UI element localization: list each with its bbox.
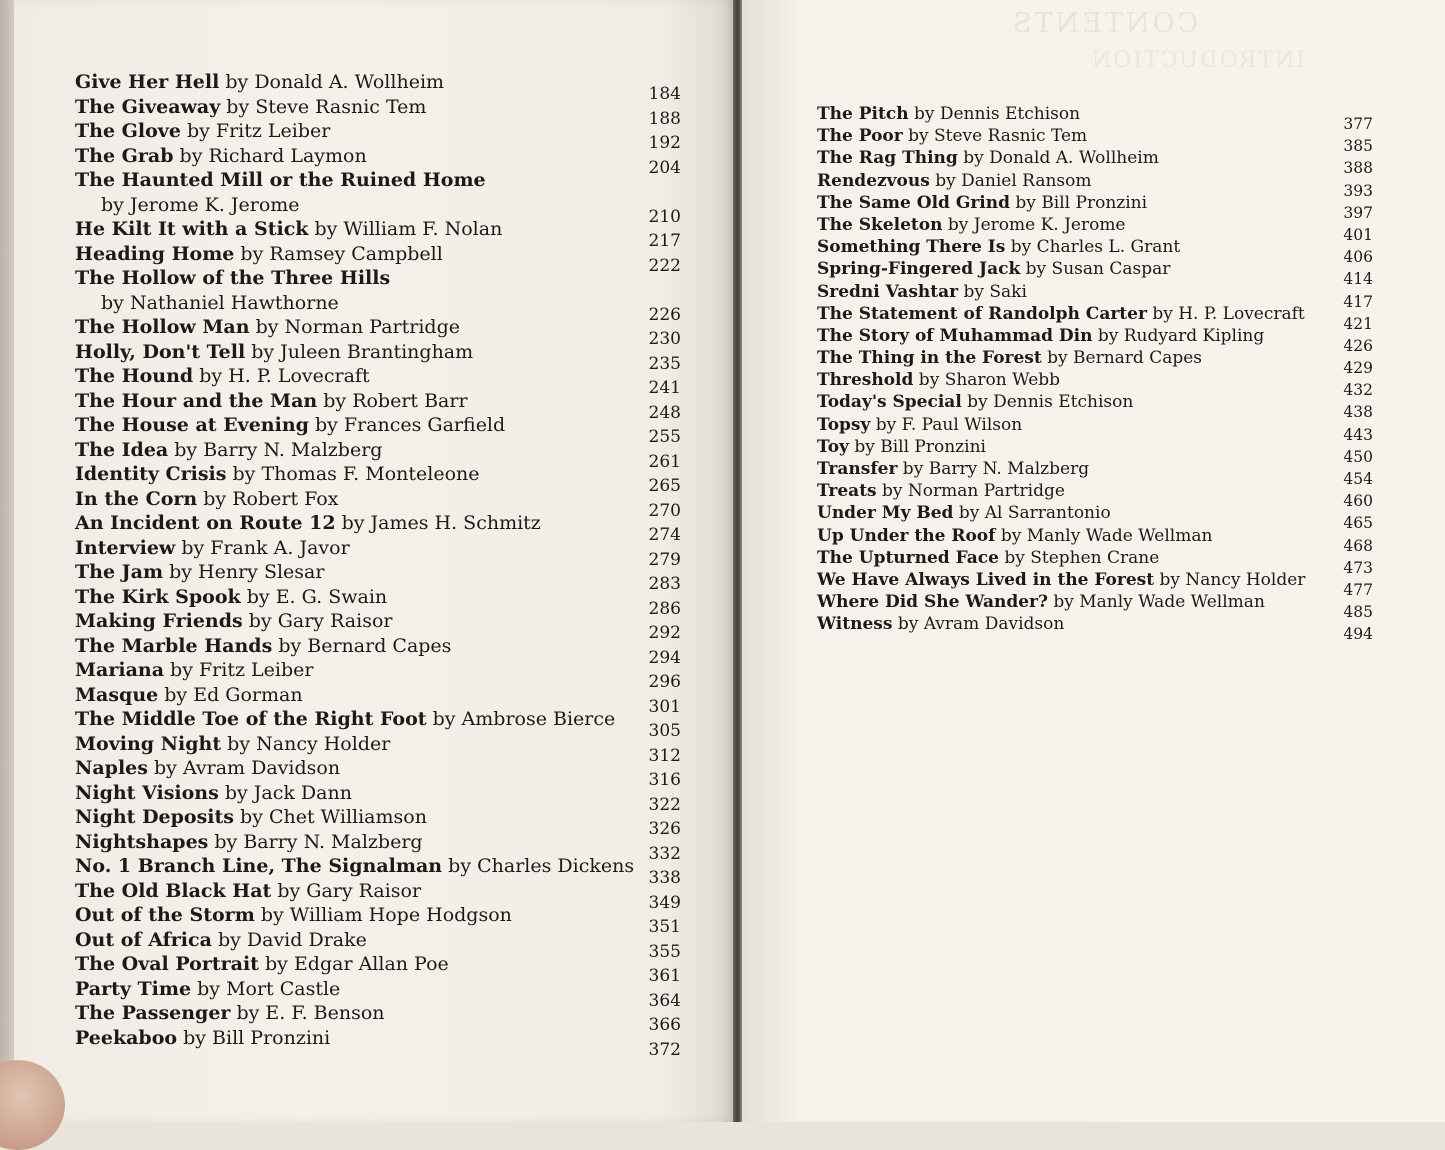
toc-entry xyxy=(75,658,681,692)
toc-entry xyxy=(75,462,681,496)
page-number: 226 xyxy=(648,304,681,325)
toc-entry xyxy=(817,613,1373,644)
story-title: The Haunted Mill or the Ruined Home xyxy=(75,169,486,191)
story-author: by Norman Partridge xyxy=(877,481,1065,501)
page-number: 450 xyxy=(1343,447,1373,466)
toc-entry xyxy=(817,170,1373,200)
story-author: by Fritz Leiber xyxy=(181,120,330,142)
page-number: 443 xyxy=(1343,425,1373,444)
page-number: 270 xyxy=(648,500,681,521)
toc-entry xyxy=(75,1026,681,1060)
toc-entry xyxy=(817,547,1373,577)
toc-entry xyxy=(75,977,681,1011)
toc-list-left xyxy=(75,70,681,1060)
story-title: Something There Is xyxy=(817,237,1006,258)
toc-entry xyxy=(817,192,1373,222)
story-title: The Glove xyxy=(75,120,181,142)
page-number: 283 xyxy=(648,574,681,594)
toc-entry xyxy=(75,413,681,447)
story-author: by Bernard Capes xyxy=(1042,348,1202,368)
story-author: by Rudyard Kipling xyxy=(1092,326,1264,346)
story-title: The Oval Portrait xyxy=(75,953,259,975)
story-author: by William Hope Hodgson xyxy=(255,904,512,926)
toc-entry xyxy=(75,1001,681,1035)
toc-entry xyxy=(817,591,1373,622)
page-number: 377 xyxy=(1343,115,1373,133)
story-title: The Same Old Grind xyxy=(817,192,1011,213)
page-number: 351 xyxy=(648,917,681,937)
page-number: 355 xyxy=(648,941,681,962)
page-number: 274 xyxy=(648,525,681,545)
toc-entry xyxy=(817,347,1373,378)
story-author: by Manly Wade Wellman xyxy=(995,526,1212,546)
toc-entry xyxy=(75,217,681,251)
toc-entry xyxy=(75,70,681,104)
toc-entry xyxy=(75,438,681,472)
story-author: by E. G. Swain xyxy=(241,586,387,608)
story-title: Give Her Hell xyxy=(75,71,220,93)
page-number: 222 xyxy=(648,255,681,276)
story-title: Treats xyxy=(817,481,877,502)
story-author: by Saki xyxy=(958,282,1027,302)
toc-entry xyxy=(817,125,1373,156)
story-title: Night Visions xyxy=(75,781,219,804)
story-title: Masque xyxy=(75,683,159,706)
story-author: by Susan Caspar xyxy=(1020,259,1170,279)
page-number: 477 xyxy=(1343,580,1373,599)
page-number: 414 xyxy=(1343,270,1373,289)
page-number: 468 xyxy=(1343,536,1373,555)
toc-entry xyxy=(75,830,681,864)
toc-entry xyxy=(75,609,681,643)
toc-entry xyxy=(75,732,681,766)
toc-entry xyxy=(75,291,681,325)
toc-entry xyxy=(75,952,681,986)
page-number: 241 xyxy=(648,378,681,398)
story-author: by Bill Pronzini xyxy=(177,1027,330,1049)
page-number: 429 xyxy=(1343,359,1373,378)
story-author: by Fritz Leiber xyxy=(164,659,313,681)
toc-entry xyxy=(75,511,681,545)
toc-entry xyxy=(817,502,1373,533)
story-title: Making Friends xyxy=(75,610,243,632)
story-title: The Passenger xyxy=(75,1002,231,1024)
story-author: by Sharon Webb xyxy=(913,370,1060,390)
story-author: by Thomas F. Monteleone xyxy=(226,463,479,485)
story-author: by Robert Barr xyxy=(317,390,467,412)
page-number: 349 xyxy=(648,892,681,913)
page-number: 217 xyxy=(648,231,681,251)
story-title: Nightshapes xyxy=(75,830,209,853)
story-title: The Upturned Face xyxy=(817,547,999,568)
toc-entry xyxy=(75,756,681,790)
story-title: Out of the Storm xyxy=(75,904,255,926)
story-author: by Charles L. Grant xyxy=(1005,237,1180,257)
toc-entry xyxy=(817,458,1373,488)
page-number: 210 xyxy=(648,206,681,227)
story-author: by Dennis Etchison xyxy=(909,104,1081,124)
toc-entry xyxy=(817,147,1373,178)
story-title: The Old Black Hat xyxy=(75,879,272,902)
story-author: by Donald A. Wollheim xyxy=(219,71,444,93)
page-number: 417 xyxy=(1343,292,1373,311)
toc-entry xyxy=(75,144,681,178)
story-title: The Skeleton xyxy=(817,214,943,235)
toc-entry xyxy=(75,683,681,717)
page-number: 255 xyxy=(648,427,681,447)
page-number: 332 xyxy=(648,843,681,864)
story-author: by Mort Castle xyxy=(191,978,340,1000)
story-author: by Frank A. Javor xyxy=(175,537,349,559)
story-title: The Jam xyxy=(75,561,164,583)
story-author: by Ed Gorman xyxy=(158,684,302,706)
page-number: 312 xyxy=(648,745,681,766)
story-title: Threshold xyxy=(817,370,914,391)
story-title: Night Deposits xyxy=(75,806,234,828)
story-title: The Hound xyxy=(75,365,194,387)
story-author: by E. F. Benson xyxy=(230,1002,384,1024)
story-author: Jerome K. Jerome xyxy=(129,193,300,216)
story-title: Topsy xyxy=(817,414,871,435)
story-title: Holly, Don't Tell xyxy=(75,340,246,363)
story-title: Witness xyxy=(817,614,893,635)
story-author: by Barry N. Malzberg xyxy=(897,459,1089,479)
story-title: Moving Night xyxy=(75,732,222,755)
story-title: The Thing in the Forest xyxy=(817,348,1042,369)
page-number: 426 xyxy=(1343,336,1373,355)
toc-entry xyxy=(75,119,681,153)
story-title: The Statement of Randolph Carter xyxy=(817,303,1147,324)
story-title: The Middle Toe of the Right Foot xyxy=(75,708,427,730)
story-title: Transfer xyxy=(817,459,898,479)
page-number: 388 xyxy=(1343,159,1373,178)
page-number: 338 xyxy=(648,868,681,888)
page-number: 397 xyxy=(1343,203,1373,222)
story-author: by Manly Wade Wellman xyxy=(1048,592,1265,612)
story-title: The Poor xyxy=(817,126,903,147)
toc-entry xyxy=(75,585,681,619)
toc-entry xyxy=(817,480,1373,511)
toc-entry xyxy=(817,103,1373,133)
story-author: by Steve Rasnic Tem xyxy=(903,126,1087,146)
page-number: 261 xyxy=(648,451,681,472)
toc-entry xyxy=(817,525,1373,555)
story-author: by Steve Rasnic Tem xyxy=(220,96,426,118)
story-title: The Story of Muhammad Din xyxy=(817,325,1093,346)
story-author: by Ramsey Campbell xyxy=(234,243,442,265)
page-number: 438 xyxy=(1343,403,1373,422)
page-number: 485 xyxy=(1343,603,1373,622)
story-title: We Have Always Lived in the Forest xyxy=(817,569,1155,590)
page-number: 432 xyxy=(1343,381,1373,400)
story-title: Naples xyxy=(75,757,148,779)
story-title: Interview xyxy=(75,536,176,559)
page-number: 316 xyxy=(648,770,681,790)
story-title: The Hollow of the Three Hills xyxy=(75,267,391,289)
toc-entry xyxy=(75,193,681,227)
story-author: by Bill Pronzini xyxy=(849,437,986,457)
toc-entry xyxy=(817,436,1373,466)
story-author: by Henry Slesar xyxy=(163,561,324,583)
toc-entry xyxy=(75,854,681,888)
story-title: Sredni Vashtar xyxy=(817,281,959,302)
page-number: 248 xyxy=(648,402,681,423)
page-number: 372 xyxy=(648,1039,681,1060)
story-author: by Donald A. Wollheim xyxy=(958,148,1159,168)
story-author: by Jack Dann xyxy=(219,782,352,804)
story-title: The Hour and the Man xyxy=(75,389,318,412)
story-author: by Juleen Brantingham xyxy=(245,341,473,363)
story-title: Mariana xyxy=(75,659,165,681)
toc-entry xyxy=(75,364,681,398)
story-author: by Bill Pronzini xyxy=(1010,193,1147,213)
story-title: The Kirk Spook xyxy=(75,585,241,608)
page-number: 421 xyxy=(1343,314,1373,333)
story-title: Heading Home xyxy=(75,242,235,265)
story-author: by Daniel Ransom xyxy=(930,171,1092,191)
story-author: by Ambrose Bierce xyxy=(427,708,616,730)
story-author: by H. P. Lovecraft xyxy=(193,365,369,387)
story-author: by Avram Davidson xyxy=(148,757,340,779)
page-number: 385 xyxy=(1343,137,1373,156)
page-number: 406 xyxy=(1343,248,1373,267)
toc-entry xyxy=(75,903,681,937)
story-title: He Kilt It with a Stick xyxy=(75,218,309,240)
toc-entry xyxy=(817,281,1373,311)
page-number: 326 xyxy=(648,819,681,839)
toc-entry xyxy=(817,414,1373,444)
story-author: by Gary Raisor xyxy=(271,880,421,902)
story-author: by David Drake xyxy=(212,929,367,951)
page-number: 454 xyxy=(1343,470,1373,488)
page-number: 322 xyxy=(648,794,681,815)
toc-entry xyxy=(817,369,1373,400)
toc-entry xyxy=(75,805,681,839)
toc-entry xyxy=(75,928,681,962)
story-title: Rendezvous xyxy=(817,170,930,191)
story-author: by Avram Davidson xyxy=(892,614,1064,634)
story-title: Today's Special xyxy=(817,392,962,413)
toc-entry xyxy=(75,536,681,570)
story-author: by Barry N. Malzberg xyxy=(168,439,382,461)
story-author: by Bernard Capes xyxy=(272,635,451,657)
toc-entry xyxy=(817,236,1373,267)
toc-entry xyxy=(75,315,681,349)
story-author: by Edgar Allan Poe xyxy=(259,953,449,975)
story-title: Out of Africa xyxy=(75,928,212,951)
toc-entry xyxy=(817,303,1373,333)
toc-entry xyxy=(817,325,1373,355)
toc-entry xyxy=(75,781,681,815)
story-title: No. 1 Branch Line, The Signalman xyxy=(75,855,443,877)
story-author: by Norman Partridge xyxy=(250,316,460,338)
page-number: 294 xyxy=(648,647,681,668)
page-number: 494 xyxy=(1343,625,1373,644)
story-author: by Al Sarrantonio xyxy=(953,503,1110,523)
story-author: by Chet Williamson xyxy=(234,806,427,828)
story-title: The Rag Thing xyxy=(817,148,958,169)
story-author: by James H. Schmitz xyxy=(336,512,541,534)
page-number: 265 xyxy=(648,476,681,496)
toc-entry xyxy=(75,487,681,521)
toc-entry xyxy=(75,879,681,913)
story-author: Nathaniel Hawthorne xyxy=(129,291,339,314)
toc-entry xyxy=(75,707,681,741)
story-author: by F. Paul Wilson xyxy=(870,415,1022,435)
story-title: Spring-Fingered Jack xyxy=(817,259,1021,280)
toc-entry xyxy=(75,168,681,193)
page-number: 366 xyxy=(648,1015,681,1035)
page-number: 301 xyxy=(648,696,681,717)
show-through-subheading: INTRODUCTION xyxy=(1090,48,1305,73)
story-title: Toy xyxy=(817,436,849,457)
page-number: 460 xyxy=(1343,492,1373,511)
story-author: by H. P. Lovecraft xyxy=(1147,304,1305,324)
story-author: by Stephen Crane xyxy=(999,548,1159,568)
by-word: by xyxy=(101,291,130,314)
toc-entry xyxy=(75,242,681,276)
toc-entry xyxy=(75,340,681,374)
story-title: The Marble Hands xyxy=(75,634,273,657)
story-title: An Incident on Route 12 xyxy=(75,512,336,534)
page-number: 292 xyxy=(648,623,681,643)
toc-entry xyxy=(75,95,681,129)
story-title: Under My Bed xyxy=(817,503,954,524)
story-title: The Idea xyxy=(75,438,169,461)
page-number: 230 xyxy=(648,329,681,349)
story-author: by Gary Raisor xyxy=(243,610,393,632)
story-title: The House at Evening xyxy=(75,414,309,436)
page-number: 473 xyxy=(1343,558,1373,577)
story-author: by Jerome K. Jerome xyxy=(942,215,1125,235)
page-number: 188 xyxy=(648,108,681,129)
story-author: by Barry N. Malzberg xyxy=(208,831,422,853)
story-title: Identity Crisis xyxy=(75,463,227,485)
page-number: 204 xyxy=(648,157,681,178)
toc-entry xyxy=(75,560,681,594)
toc-entry xyxy=(75,266,681,291)
story-author: by Nancy Holder xyxy=(221,733,390,755)
toc-list-right xyxy=(817,103,1373,644)
page-number: 184 xyxy=(648,84,681,104)
story-title: The Pitch xyxy=(817,104,909,124)
show-through-heading: CONTENTS xyxy=(1010,8,1199,39)
story-title: The Giveaway xyxy=(75,95,221,118)
page-number: 192 xyxy=(648,133,681,153)
toc-entry xyxy=(75,389,681,423)
toc-entry xyxy=(817,569,1373,599)
story-author: by Dennis Etchison xyxy=(962,392,1134,412)
story-title: Where Did She Wander? xyxy=(817,592,1048,613)
story-author: by Charles Dickens xyxy=(442,855,634,877)
toc-entry xyxy=(817,391,1373,422)
page-number: 235 xyxy=(648,353,681,374)
story-title: The Grab xyxy=(75,144,174,167)
page-number: 305 xyxy=(648,721,681,741)
story-author: by Nancy Holder xyxy=(1154,570,1305,590)
page-number: 286 xyxy=(648,598,681,619)
page-number: 279 xyxy=(648,549,681,570)
story-title: Party Time xyxy=(75,977,192,1000)
story-author: by Robert Fox xyxy=(197,488,338,510)
story-author: by Frances Garfield xyxy=(309,414,505,436)
page-number: 364 xyxy=(648,990,681,1011)
by-word: by xyxy=(101,193,130,216)
story-title: The Hollow Man xyxy=(75,316,250,338)
page-number: 465 xyxy=(1343,514,1373,533)
toc-entry xyxy=(75,634,681,668)
story-title: In the Corn xyxy=(75,487,198,510)
page-number: 393 xyxy=(1343,181,1373,200)
page-number: 401 xyxy=(1343,225,1373,244)
toc-entry xyxy=(817,214,1373,244)
page-number: 296 xyxy=(648,672,681,692)
toc-entry xyxy=(817,258,1373,289)
story-author: by William F. Nolan xyxy=(308,218,502,240)
story-title: Up Under the Roof xyxy=(817,525,996,546)
story-author: by Richard Laymon xyxy=(174,145,367,167)
story-title: Peekaboo xyxy=(75,1026,178,1049)
page-number: 361 xyxy=(648,966,681,986)
